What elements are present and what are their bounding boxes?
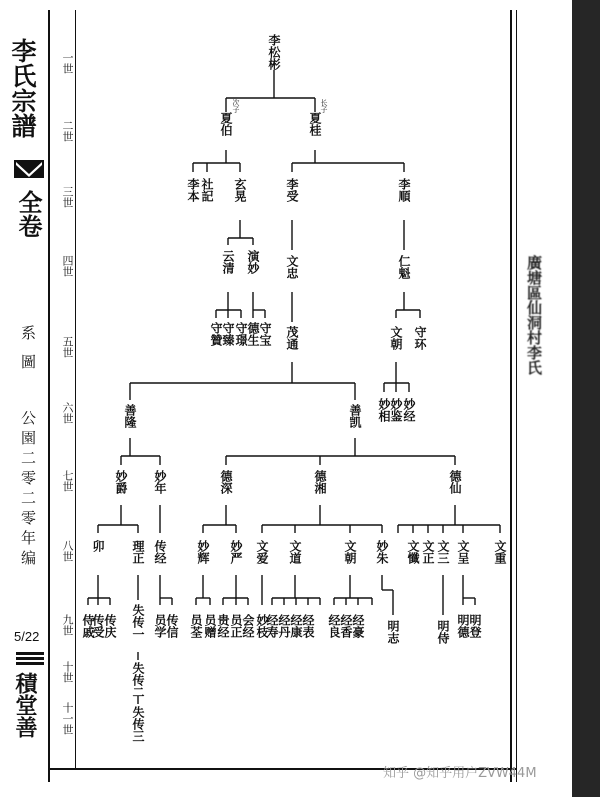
person-node-gen3-3: 玄晃 bbox=[233, 178, 247, 202]
person-node-gen9-10: 会经 bbox=[241, 614, 255, 638]
section-label: 系圖 bbox=[19, 325, 37, 383]
gen-label-4: 四世 bbox=[61, 255, 74, 277]
person-node-gen8-5: 妙严 bbox=[229, 540, 243, 564]
gen-label-11: 十一世 bbox=[61, 702, 74, 735]
genealogy-page: 李氏宗譜 全卷 系圖 公園二零二零年编 5/22 積堂善 一世 二世 三世 四世 五世 六世 七世 八世 九世 十世 十一世 李松彬 次子 夏伯 长子 夏桂 李本 社記 玄晃 李受 李順 云清 演妙 文忠 仁魁 守贊 守臻 守璟 德生 守宝 茂通 文朝 守环 善隆 善凯 妙相 妙鉴 妙经 妙爵 妙年 德深 德湘 德仙 卯 理正 传经 妙辉 妙严 文爱 文道 文朝 妙朱 文懺 文正 文三 文呈 文重 侍戚 传受 传庆 员学 传信 员荃 员赠 贵经 员正 会经 妙枝 经寿 经丹 经康 经表 经良 经香 经豪 明志 明侍 明德 明登 失传一 失传二 失传三 廣塘區仙洞村李氏 知乎 @知乎用户ZVW44M bbox=[0, 0, 600, 797]
gen-label-7: 七世 bbox=[61, 470, 74, 492]
person-node-gen5-4: 德生 bbox=[246, 322, 260, 346]
person-node-gen9-11: 妙枝 bbox=[255, 614, 269, 638]
person-node-gen5-5: 守宝 bbox=[258, 322, 272, 346]
person-node-gen6-3: 妙相 bbox=[377, 398, 391, 422]
person-node-gen9-21: 明德 bbox=[456, 614, 470, 638]
person-node-gen8-11: 文正 bbox=[421, 540, 435, 564]
volume-label: 全卷 bbox=[14, 190, 43, 238]
person-node-gen8-8: 文朝 bbox=[343, 540, 357, 564]
person-node-lost-2: 失传二 bbox=[131, 662, 145, 698]
person-node-gen8-1: 卯 bbox=[91, 540, 105, 552]
person-node-gen5-2: 守臻 bbox=[221, 322, 235, 346]
watermark: 知乎 @知乎用户ZVW44M bbox=[383, 766, 537, 781]
person-node-gen3-5: 李順 bbox=[397, 178, 411, 202]
person-node-gen8-3: 传经 bbox=[153, 540, 167, 564]
gen-label-5: 五世 bbox=[61, 336, 74, 358]
person-node-gen9-20: 明侍 bbox=[436, 620, 450, 644]
person-node-lost-3: 失传三 bbox=[131, 706, 145, 742]
person-node-gen3-2: 社記 bbox=[200, 178, 214, 202]
person-node-gen9-12: 经寿 bbox=[265, 614, 279, 638]
person-node-gen7-2: 妙年 bbox=[153, 470, 167, 494]
person-node-gen9-8: 贵经 bbox=[216, 614, 230, 638]
person-node-gen5-7: 文朝 bbox=[389, 326, 403, 350]
person-node-gen8-13: 文呈 bbox=[456, 540, 470, 564]
person-node-gen7-4: 德湘 bbox=[313, 470, 327, 494]
person-node-gen2-2: 夏桂 bbox=[308, 112, 322, 136]
person-node-gen4-1: 云清 bbox=[221, 250, 235, 274]
person-node-gen9-7: 员赠 bbox=[203, 614, 217, 638]
person-node-gen4-3: 文忠 bbox=[285, 255, 299, 279]
gen-label-10: 十世 bbox=[61, 661, 74, 683]
person-node-gen9-22: 明登 bbox=[468, 614, 482, 638]
person-node-gen9-3: 传庆 bbox=[103, 614, 117, 638]
person-node-gen4-4: 仁魁 bbox=[397, 255, 411, 279]
person-node-gen6-4: 妙鉴 bbox=[389, 398, 403, 422]
person-node-gen7-5: 德仙 bbox=[448, 470, 462, 494]
compiled-year-label: 公園二零二零年编 bbox=[19, 410, 37, 570]
gen-label-8: 八世 bbox=[61, 540, 74, 562]
gen-label-3: 三世 bbox=[61, 186, 74, 208]
person-node-gen6-5: 妙经 bbox=[402, 398, 416, 422]
person-node-gen5-1: 守贊 bbox=[209, 322, 223, 346]
person-node-gen6-2: 善凯 bbox=[348, 404, 362, 428]
gen-label-9: 九世 bbox=[61, 614, 74, 636]
person-node-gen9-14: 经康 bbox=[289, 614, 303, 638]
person-node-gen9-2: 传受 bbox=[91, 614, 105, 638]
gen-label-2: 二世 bbox=[61, 120, 74, 142]
person-node-gen5-3: 守璟 bbox=[234, 322, 248, 346]
person-node-lost-1: 失传一 bbox=[131, 604, 145, 640]
gen-label-6: 六世 bbox=[61, 402, 74, 424]
person-node-gen5-6: 茂通 bbox=[285, 326, 299, 350]
person-node-gen9-17: 经香 bbox=[339, 614, 353, 638]
person-node-gen9-19: 明志 bbox=[386, 620, 400, 644]
person-node-gen9-18: 经豪 bbox=[351, 614, 365, 638]
person-node-gen8-10: 文懺 bbox=[406, 540, 420, 564]
person-node-gen9-16: 经良 bbox=[327, 614, 341, 638]
person-node-gen3-4: 李受 bbox=[285, 178, 299, 202]
person-node-gen9-5: 传信 bbox=[165, 614, 179, 638]
hall-name: 積堂善 bbox=[12, 672, 38, 738]
person-node-gen5-8: 守环 bbox=[413, 326, 427, 350]
person-node-gen8-14: 文重 bbox=[493, 540, 507, 564]
adjacent-page-text: 廣塘區仙洞村李氏 bbox=[525, 255, 543, 375]
viewer-dark-margin bbox=[572, 0, 600, 797]
person-node-gen9-15: 经表 bbox=[301, 614, 315, 638]
person-node-gen8-9: 妙朱 bbox=[375, 540, 389, 564]
genealogy-title: 李氏宗譜 bbox=[8, 38, 37, 138]
person-node-gen9-13: 经丹 bbox=[277, 614, 291, 638]
person-node-gen4-2: 演妙 bbox=[246, 250, 260, 274]
gen-label-1: 一世 bbox=[61, 52, 74, 74]
person-node-gen7-3: 德深 bbox=[219, 470, 233, 494]
person-node-gen8-7: 文道 bbox=[288, 540, 302, 564]
adjacent-page-scrap bbox=[526, 225, 548, 525]
person-node-gen9-9: 员正 bbox=[229, 614, 243, 638]
person-node-gen8-12: 文三 bbox=[436, 540, 450, 564]
person-node-gen2-1: 夏伯 bbox=[219, 112, 233, 136]
person-node-gen9-4: 员学 bbox=[153, 614, 167, 638]
person-node-gen3-1: 李本 bbox=[186, 178, 200, 202]
person-node-gen9-6: 员荃 bbox=[189, 614, 203, 638]
person-node-gen8-6: 文爱 bbox=[255, 540, 269, 564]
person-node-gen1: 李松彬 bbox=[267, 34, 281, 70]
person-node-gen8-4: 妙辉 bbox=[196, 540, 210, 564]
person-node-gen9-1: 侍戚 bbox=[81, 614, 95, 638]
page-number: 5/22 bbox=[14, 629, 40, 644]
person-node-gen7-1: 妙爵 bbox=[114, 470, 128, 494]
person-node-gen6-1: 善隆 bbox=[123, 404, 137, 428]
person-node-gen8-2: 理正 bbox=[131, 540, 145, 564]
